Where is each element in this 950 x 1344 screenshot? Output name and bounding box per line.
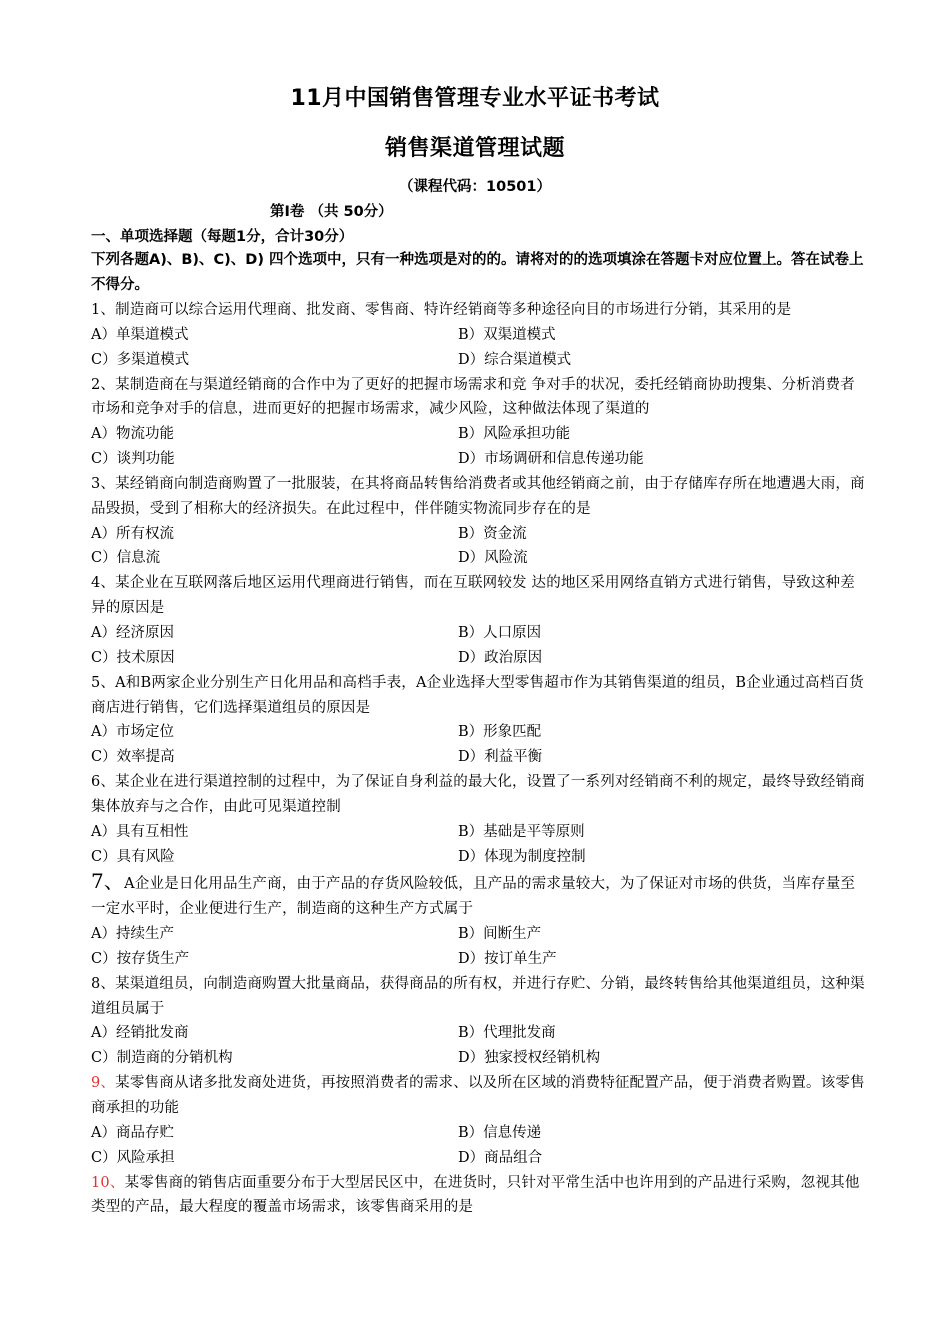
option-grid <box>91 922 866 972</box>
course-code: （课程代码：10501） <box>399 179 551 195</box>
option-a: A）物流功能 <box>91 426 174 443</box>
question-text: 某企业在进行渠道控制的过程中，为了保证自身利益的最大化，设置了一系列对经销商不利的规定，最终导致经销商集体放弃与之合作，由此可见渠道控制 <box>91 774 865 815</box>
question-text: 某渠道组员，向制造商购置大批量商品，获得商品的所有权，并进行存贮、分销，最终转售给其他渠道组员，这种渠道组员属于 <box>91 975 865 1017</box>
question-text: 某零售商的销售店面重要分布于大型居民区中，在进货时，只针对平常生活中也许用到的产品进行采购，忽视其他类型的产品，最大程度的覆盖市场需求，该零售商采用的是 <box>91 1174 860 1216</box>
option-b: B）形象匹配 <box>458 724 542 741</box>
question-text: 制造商可以综合运用代理商、批发商、零售商、特许经销商等多种途径向目的市场进行分销，其采用的是 <box>115 302 792 318</box>
option-c: C）制造商的分销机构 <box>91 1050 233 1067</box>
option-c: C）具有风险 <box>91 848 175 865</box>
question-stem <box>91 373 866 423</box>
option-b: B）代理批发商 <box>458 1025 556 1042</box>
question-text: 某企业在互联网落后地区运用代理商进行销售，而在互联网较发 达的地区采用网络直销方式进行销售，导致这种差异的原因是 <box>91 575 855 617</box>
option-c: C）按存货生产 <box>91 950 190 967</box>
question-10 <box>91 1171 866 1221</box>
option-a: A）市场定位 <box>91 724 174 741</box>
question-text: A和B两家企业分别生产日化用品和高档手表，A企业选择大型零售超市作为其销售渠道的组员，B企业通过高档百货商店进行销售，它们选择渠道组员的原因是 <box>91 674 864 716</box>
question-stem <box>91 770 866 820</box>
question-stem <box>91 1071 866 1121</box>
question-stem <box>91 671 866 721</box>
question-text: 某经销商向制造商购置了一批服装，在其将商品转售给消费者或其他经销商之前，由于存储库存所在地遭遇大雨，商品毁损，受到了相称大的经济损失。在此过程中，伴伴随实物流同步存在的是 <box>91 475 865 517</box>
option-b: B）人口原因 <box>458 624 542 641</box>
question-number: 6、 <box>91 774 116 791</box>
option-d: D）按订单生产 <box>458 950 557 967</box>
question-number: 2、 <box>91 376 116 393</box>
option-c: C）谈判功能 <box>91 451 175 468</box>
question-stem <box>91 972 866 1022</box>
question-1 <box>91 298 866 373</box>
question-2 <box>91 373 866 472</box>
option-grid <box>91 621 866 671</box>
question-stem <box>91 1171 866 1221</box>
option-d: D）综合渠道模式 <box>458 351 572 368</box>
option-grid <box>91 422 866 472</box>
section-instructions: 下列各题A)、B)、C)、D) 四个选项中，只有一种选项是对的的。请将对的的选项填涂在答题卡对应位置上。答在试卷上不得分。 <box>91 252 864 293</box>
option-b: B）资金流 <box>458 525 527 542</box>
question-stem <box>91 869 866 922</box>
option-d: D）利益平衡 <box>458 749 543 766</box>
question-7 <box>91 869 866 971</box>
question-8 <box>91 972 866 1071</box>
option-b: B）基础是平等原则 <box>458 823 585 840</box>
option-c: C）信息流 <box>91 550 161 567</box>
option-grid <box>91 1121 866 1171</box>
exam-subject-title: 销售渠道管理试题 <box>384 136 565 161</box>
volume-label: 第Ⅰ卷 （共 50分） <box>270 204 393 220</box>
question-6 <box>91 770 866 869</box>
question-3 <box>91 472 866 571</box>
question-stem <box>91 472 866 522</box>
question-stem <box>91 298 866 323</box>
question-number: 4、 <box>91 575 116 592</box>
option-a: A）商品存贮 <box>91 1124 174 1141</box>
question-number: 3、 <box>91 475 116 492</box>
option-d: D）市场调研和信息传递功能 <box>458 451 644 468</box>
option-a: A）具有互相性 <box>91 823 189 840</box>
question-4 <box>91 571 866 670</box>
option-a: A）持续生产 <box>91 926 174 943</box>
question-number: 10、 <box>91 1174 125 1191</box>
question-9 <box>91 1071 866 1170</box>
option-b: B）信息传递 <box>458 1124 542 1141</box>
option-b: B）双渠道模式 <box>458 326 556 343</box>
option-c: C）技术原因 <box>91 649 175 666</box>
question-5 <box>91 671 866 770</box>
question-number: 9、 <box>91 1075 116 1092</box>
option-d: D）商品组合 <box>458 1149 543 1166</box>
option-a: A）所有权流 <box>91 525 174 542</box>
option-grid <box>91 323 866 373</box>
option-a: A）经销批发商 <box>91 1025 189 1042</box>
option-a: A）单渠道模式 <box>91 326 189 343</box>
question-text: 某零售商从诸多批发商处进货，再按照消费者的需求、以及所在区域的消费特征配置产品，便于消费者购置。该零售商承担的功能 <box>91 1075 865 1116</box>
option-d: D）政治原因 <box>458 649 543 666</box>
option-grid <box>91 522 866 572</box>
option-a: A）经济原因 <box>91 624 174 641</box>
question-number: 8、 <box>91 975 116 992</box>
option-c: C）风险承担 <box>91 1149 175 1166</box>
question-number: 7、 <box>91 869 125 894</box>
option-d: D）独家授权经销机构 <box>458 1050 601 1067</box>
question-stem <box>91 571 866 621</box>
option-c: C）效率提高 <box>91 749 175 766</box>
option-grid <box>91 1021 866 1071</box>
option-grid <box>91 820 866 870</box>
option-d: D）体现为制度控制 <box>458 848 586 865</box>
question-number: 5、 <box>91 674 116 691</box>
option-b: B）间断生产 <box>458 926 542 943</box>
question-list <box>91 298 866 1220</box>
option-grid <box>91 720 866 770</box>
question-text: 某制造商在与渠道经销商的合作中为了更好的把握市场需求和竞 争对手的状况，委托经销商协助搜集、分析消费者市场和竞争对手的信息，进而更好的把握市场需求，减少风险，这种做法体现了渠道的 <box>91 376 855 418</box>
section-heading: 一、单项选择题（每题1分，合计30分） <box>91 229 354 245</box>
question-number: 1、 <box>91 302 116 318</box>
exam-title: 11月中国销售管理专业水平证书考试 <box>290 86 660 111</box>
option-c: C）多渠道模式 <box>91 351 190 368</box>
option-b: B）风险承担功能 <box>458 426 571 443</box>
question-text: A企业是日化用品生产商，由于产品的存货风险较低，且产品的需求量较大，为了保证对市场的供货，当库存量至一定水平时，企业便进行生产，制造商的这种生产方式属于 <box>91 876 856 918</box>
option-d: D）风险流 <box>458 550 528 567</box>
